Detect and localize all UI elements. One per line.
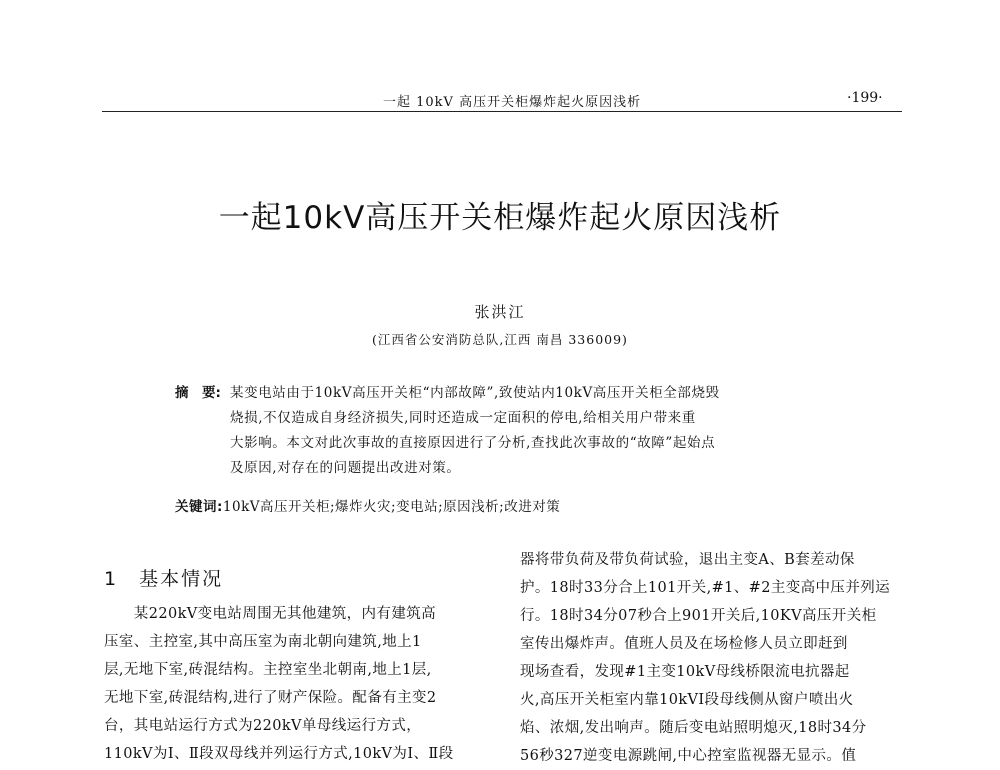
body-line: 无地下室,砖混结构,进行了财产保险。配备有主变2 (104, 690, 437, 706)
body-line: 台，其电站运行方式为220kV单母线运行方式， (104, 718, 422, 734)
body-line: 室传出爆炸声。值班人员及在场检修人员立即赶到 (520, 636, 848, 652)
page-number: ·199· (847, 90, 883, 106)
running-header: 一起 10kV 高压开关柜爆炸起火原因浅析 (383, 95, 642, 110)
body-line: 压室、主控室,其中高压室为南北朝向建筑,地上1 (104, 634, 422, 650)
keywords-block (175, 495, 875, 515)
body-line: 行。18时34分07秒合上901开关后,10KV高压开关柜 (520, 608, 877, 624)
body-line: 现场查看，发现#1主变10kV母线桥限流电抗器起 (520, 664, 850, 680)
keywords-text: 10kV高压开关柜;爆炸火灾;变电站;原因浅析;改进对策 (222, 499, 561, 515)
body-line: 某220kV变电站周围无其他建筑，内有建筑高 (104, 606, 437, 622)
article-title: 一起10kV高压开关柜爆炸起火原因浅析 (218, 200, 782, 236)
abstract-line: 及原因,对存在的问题提出改进对策。 (230, 460, 461, 476)
keywords-label: 关键词: (175, 499, 223, 515)
body-line: 器将带负荷及带负荷试验，退出主变A、B套差动保 (520, 552, 855, 568)
author-name: 张洪江 (474, 303, 526, 321)
header-rule (102, 111, 902, 112)
body-line: 火,高压开关柜室内靠10kVⅠ段母线侧从窗户喷出火 (520, 692, 854, 708)
body-line: 焰、浓烟,发出响声。随后变电站照明熄灭,18时34分 (520, 720, 867, 736)
abstract-line: 大影响。本文对此次事故的直接原因进行了分析,查找此次事故的“故障”起始点 (230, 435, 716, 451)
abstract-label: 摘 要: (175, 385, 221, 401)
abstract-line: 某变电站由于10kV高压开关柜“内部故障”,致使站内10kV高压开关柜全部烧毁 (230, 385, 720, 401)
section-heading: 1 基本情况 (104, 568, 224, 590)
author-affiliation: (江西省公安消防总队,江西 南昌 336009) (372, 332, 628, 347)
body-line: 56秒327逆变电源跳闸,中心控室监视器无显示。值 (520, 748, 857, 764)
body-line: 层,无地下室,砖混结构。主控室坐北朝南,地上1层, (104, 662, 432, 678)
body-line: 护。18时33分合上101开关,#1、#2主变高中压并列运 (520, 580, 891, 596)
body-line: 110kV为Ⅰ、Ⅱ段双母线并列运行方式,10kV为Ⅰ、Ⅱ段 (104, 746, 454, 762)
abstract-line: 烧损,不仅造成自身经济损失,同时还造成一定面积的停电,给相关用户带来重 (230, 410, 696, 426)
